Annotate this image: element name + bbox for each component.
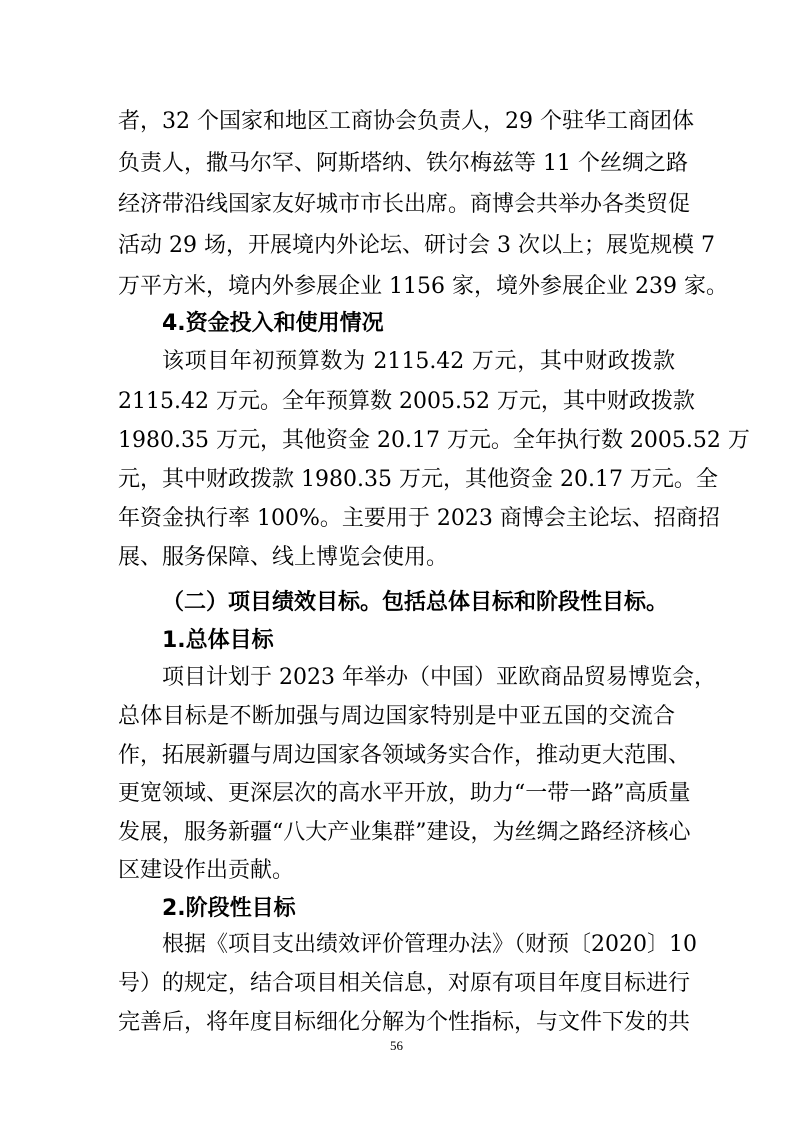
body-text-line: 总体目标是不断加强与周边国家特别是中亚五国的交流合: [118, 704, 675, 729]
body-text-line: 元，其中财政拨款 1980.35 万元，其他资金 20.17 万元。全: [118, 467, 718, 492]
body-text-line: 展、服务保障、线上博览会使用。: [118, 545, 449, 570]
subheading-phased-goal: 2.阶段性目标: [162, 896, 296, 921]
body-text-line: 万平方米，境内外参展企业 1156 家，境外参展企业 239 家。: [118, 274, 728, 299]
section-heading-funding: 4.资金投入和使用情况: [162, 311, 384, 336]
body-text-line: 2115.42 万元。全年预算数 2005.52 万元，其中财政拨款: [118, 389, 695, 414]
page-number: 56: [390, 1038, 403, 1053]
body-text-line: 区建设作出贡献。: [118, 858, 295, 883]
body-text-line: 作，拓展新疆与周边国家各领域务实合作，推动更大范围、: [118, 743, 691, 768]
subheading-overall-goal: 1.总体目标: [162, 628, 274, 653]
body-text-line: 经济带沿线国家友好城市市长出席。商博会共举办各类贸促: [118, 192, 691, 217]
body-text-line: 该项目年初预算数为 2115.42 万元，其中财政拨款: [162, 349, 675, 374]
body-text-line: 活动 29 场，开展境内外论坛、研讨会 3 次以上；展览规模 7: [118, 233, 715, 258]
body-text-line: 1980.35 万元，其他资金 20.17 万元。全年执行数 2005.52 万: [118, 428, 750, 453]
body-text-line: 负责人，撒马尔罕、阿斯塔纳、铁尔梅兹等 11 个丝绸之路: [118, 151, 688, 176]
section-heading-goals: （二）项目绩效目标。包括总体目标和阶段性目标。: [162, 590, 669, 615]
body-text-line: 年资金执行率 100%。主要用于 2023 商博会主论坛、招商招: [118, 506, 720, 531]
body-text-line: 项目计划于 2023 年举办（中国）亚欧商品贸易博览会，: [162, 665, 716, 690]
body-text-line: 完善后，将年度目标细化分解为个性指标，与文件下发的共: [118, 1010, 691, 1035]
body-text-line: 发展，服务新疆“八大产业集群”建设，为丝绸之路经济核心: [118, 820, 691, 845]
body-text-line: 者，32 个国家和地区工商协会负责人，29 个驻华工商团体: [118, 109, 694, 134]
body-text-line: 更宽领域、更深层次的高水平开放，助力“一带一路”高质量: [118, 781, 691, 806]
body-text-line: 号）的规定，结合项目相关信息，对原有项目年度目标进行: [118, 971, 691, 996]
body-text-line: 根据《项目支出绩效评价管理办法》（财预〔2020〕10: [162, 932, 697, 957]
